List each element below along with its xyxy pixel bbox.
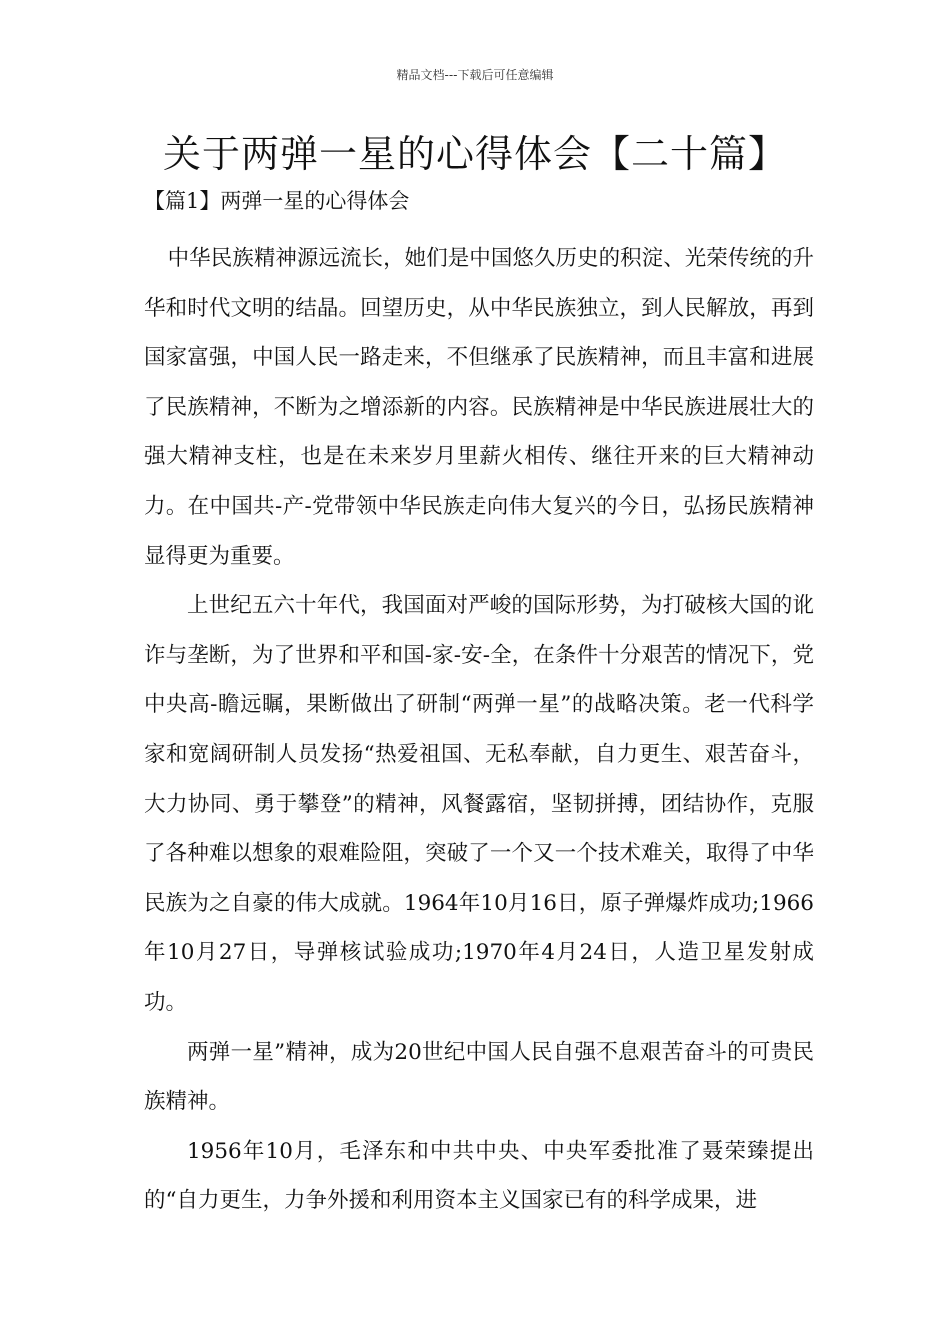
paragraph: 1956年10月，毛泽东和中共中央、中央军委批准了聂荣臻提出的“自力更生，力争外援和利用资本主义国家已有的科学成果，进: [144, 1138, 814, 1214]
paragraph: 上世纪五六十年代，我国面对严峻的国际形势，为打破核大国的讹诈与垄断，为了世界和平和国-家-安-全，在条件十分艰苦的情况下，党中央高-瞻远瞩，果断做出了研制“两弹一星”的战略决策。老一代科学家和宽阔研制人员发扬“热爱祖国、无私奉献，自力更生、艰苦奋斗，大力协同、勇于攀登”的精神，风餐露宿，坚韧拼搏，团结协作，克服了各种难以想象的艰难险阻，突破了一个又一个技术难关，取得了中华民族为之自豪的伟大成就。1964年10月16日，原子弹爆炸成功;1966年10月27日，导弹核试验成功;1970年4月24日，人造卫星发射成功。: [144, 593, 814, 1015]
paragraph: 中华民族精神源远流长，她们是中国悠久历史的积淀、光荣传统的升华和时代文明的结晶。回望历史，从中华民族独立，到人民解放，再到国家富强，中国人民一路走来，不但继承了民族精神，而且丰富和进展了民族精神，不断为之增添新的内容。民族精神是中华民族进展壮大的强大精神支柱，也是在未来岁月里薪火相传、继往开来的巨大精神动力。在中国共-产-党带领中华民族走向伟大复兴的今日，弘扬民族精神显得更为重要。: [144, 246, 814, 569]
section-heading: 【篇1】两弹一星的心得体会: [144, 189, 410, 213]
header-note: 精品文档---下载后可任意编辑: [396, 68, 554, 82]
document-title: 关于两弹一星的心得体会【二十篇】: [162, 132, 787, 176]
paragraph: 两弹一星”精神，成为20世纪中国人民自强不息艰苦奋斗的可贵民族精神。: [144, 1039, 814, 1115]
body-text: [144, 234, 814, 1226]
